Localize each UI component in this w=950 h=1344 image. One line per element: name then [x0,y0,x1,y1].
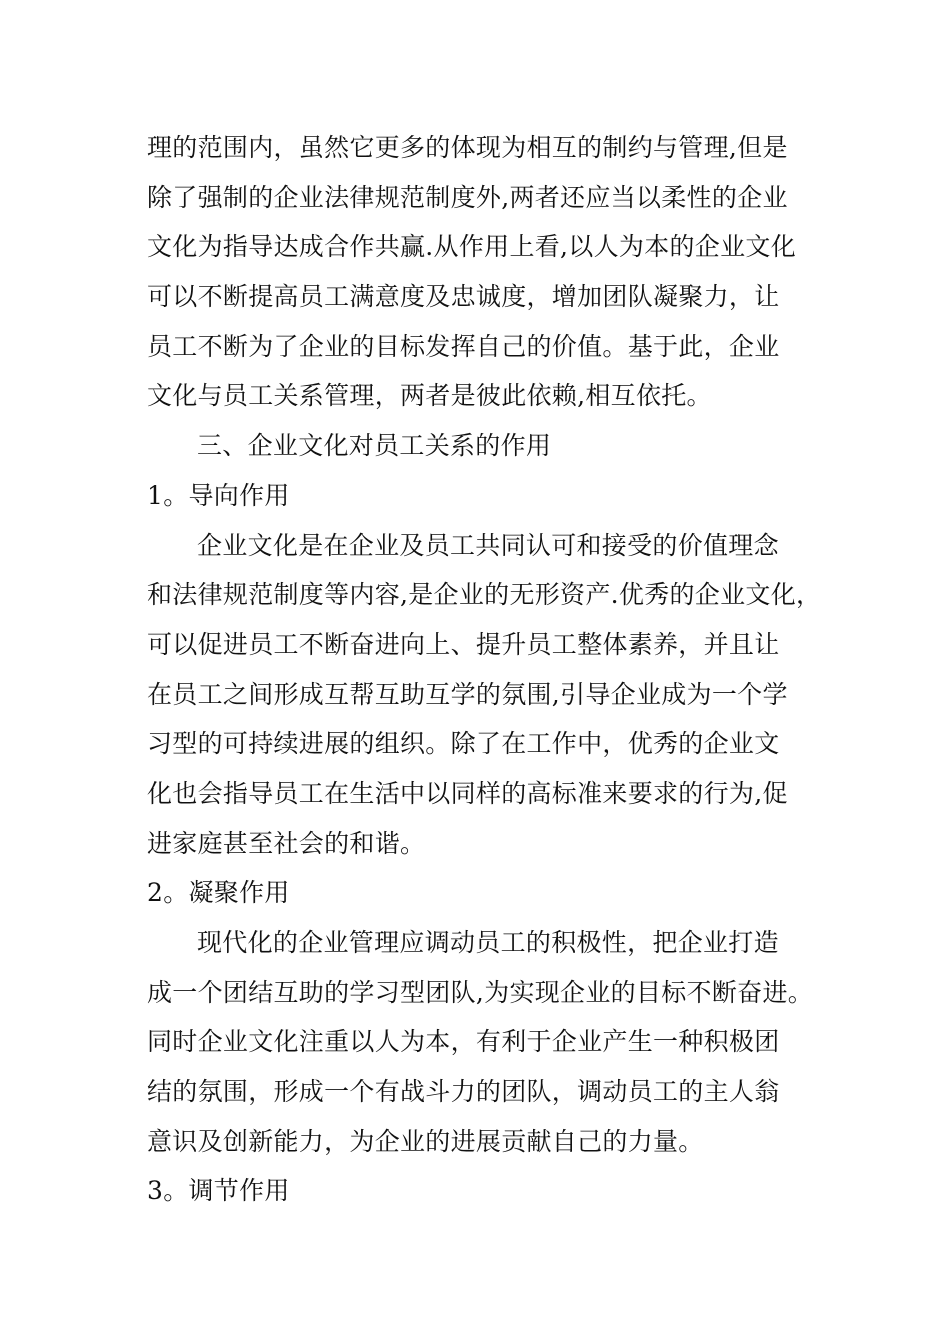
text-line: 文化与员工关系管理，两者是彼此依赖,相互依托。 [147,381,712,411]
text-line: 企业文化是在企业及员工共同认可和接受的价值理念 [197,530,779,560]
text-line: 员工不断为了企业的目标发挥自己的价值。基于此，企业 [147,331,780,361]
text-line: 化也会指导员工在生活中以同样的高标准来要求的行为,促 [147,778,788,808]
subsection-heading: 3。调节作用 [147,1176,290,1206]
text-line: 现代化的企业管理应调动员工的积极性，把企业打造 [197,928,779,957]
subsection-heading: 2。凝聚作用 [147,878,290,908]
text-line: 理的范围内，虽然它更多的体现为相互的制约与管理,但是 [147,133,788,162]
text-line: 文化为指导达成合作共赢.从作用上看,以人为本的企业文化 [147,232,796,262]
subsection-heading: 1。导向作用 [147,480,290,510]
text-line: 结的氛围，形成一个有战斗力的团队，调动员工的主人翁 [147,1077,780,1107]
text-line: 可以促进员工不断奋进向上、提升员工整体素养，并且让 [147,629,780,659]
text-line: 除了强制的企业法律规范制度外,两者还应当以柔性的企业 [147,182,788,212]
document-body [147,123,822,1216]
text-line: 同时企业文化注重以人为本，有利于企业产生一种积极团 [147,1027,780,1057]
text-line: 和法律规范制度等内容,是企业的无形资产.优秀的企业文化， [147,580,822,610]
text-line: 成一个团结互助的学习型团队,为实现企业的目标不断奋进。 [147,977,814,1007]
text-line: 意识及创新能力，为企业的进展贡献自己的力量。 [147,1126,704,1156]
section-heading: 三、企业文化对员工关系的作用 [197,431,552,461]
text-line: 在员工之间形成互帮互助互学的氛围,引导企业成为一个学 [147,679,788,709]
text-line: 习型的可持续进展的组织。除了在工作中，优秀的企业文 [147,729,780,759]
text-line: 进家庭甚至社会的和谐。 [147,828,426,858]
text-line: 可以不断提高员工满意度及忠诚度，增加团队凝聚力，让 [147,282,780,312]
